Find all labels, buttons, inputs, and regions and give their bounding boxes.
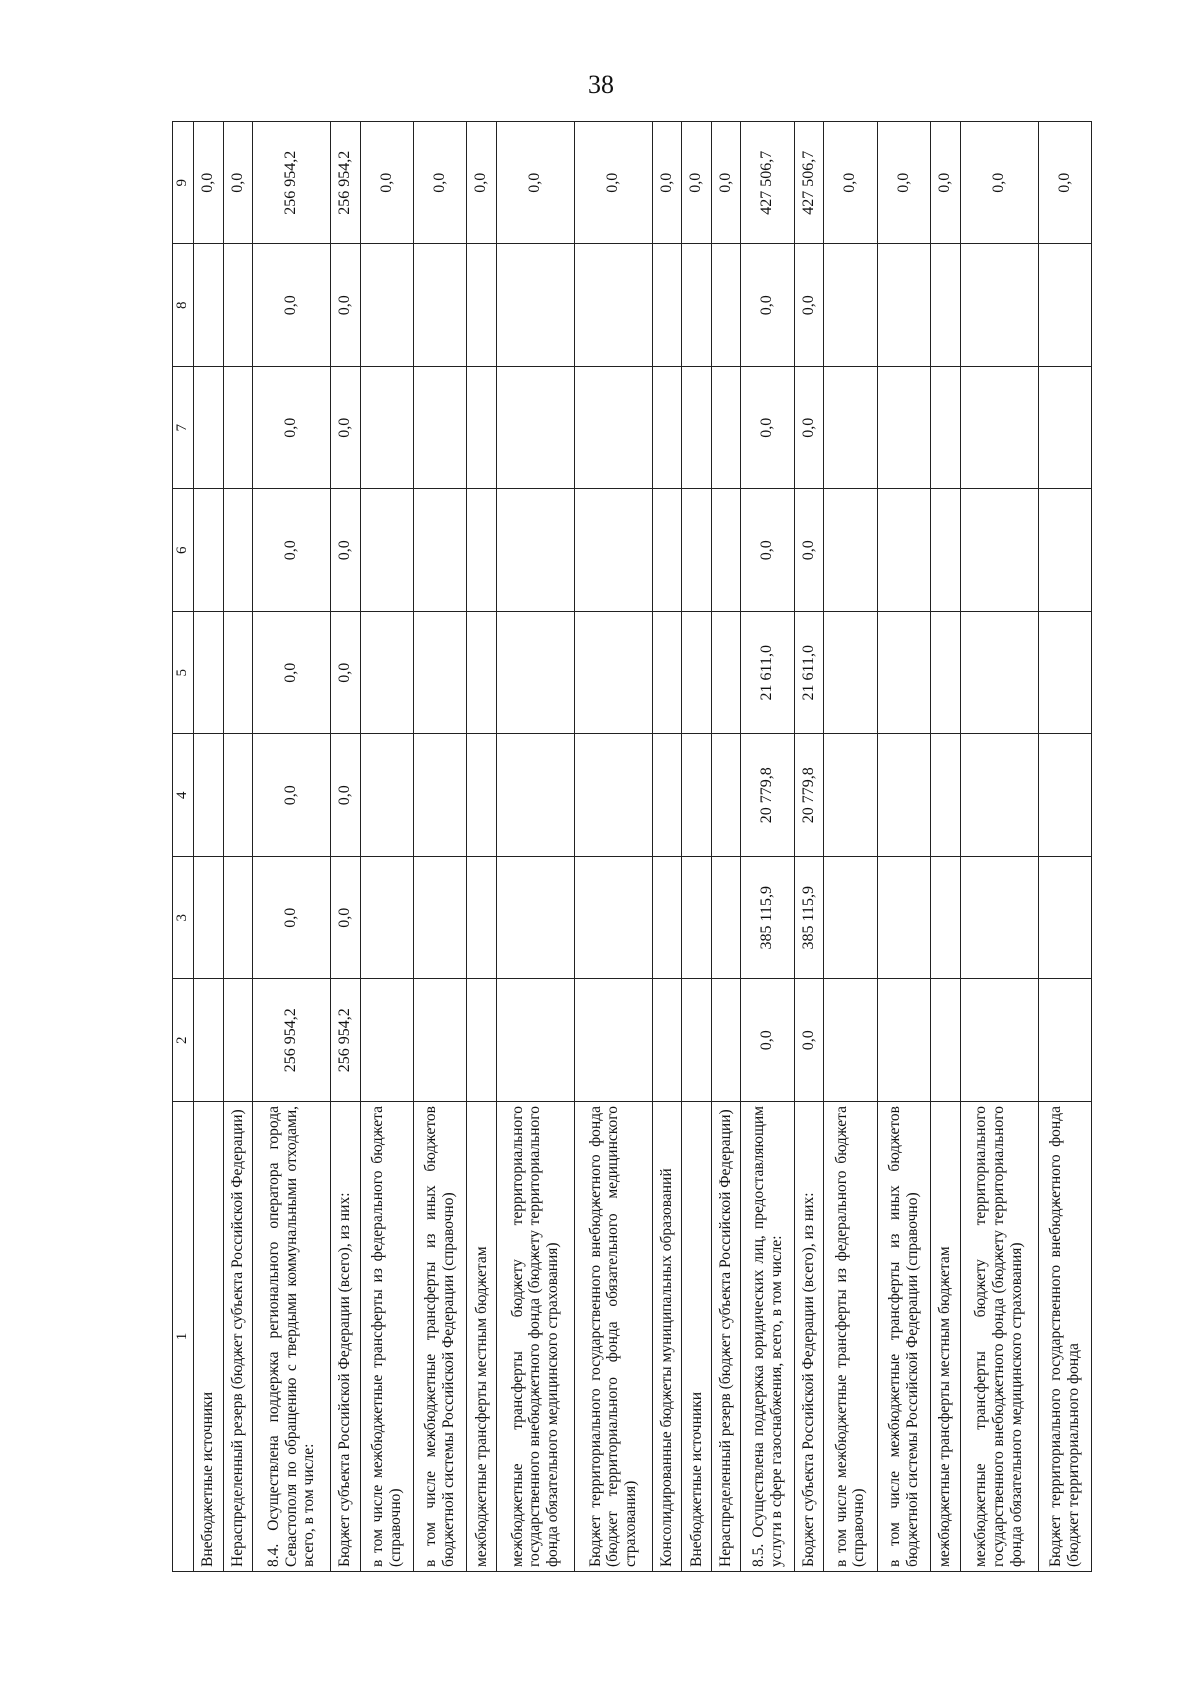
value-cell <box>931 367 961 490</box>
value-cell <box>413 489 466 612</box>
value-cell: 385 115,9 <box>741 857 794 980</box>
value-cell: 0,0 <box>331 367 361 490</box>
value-cell <box>931 612 961 735</box>
value-cell: 0,0 <box>931 122 961 245</box>
column-header: 6 <box>173 489 194 612</box>
value-cell <box>467 979 497 1102</box>
table-row <box>824 122 877 1572</box>
value-cell: 0,0 <box>360 122 413 245</box>
value-cell <box>223 244 253 367</box>
value-cell <box>931 244 961 367</box>
value-cell: 0,0 <box>331 244 361 367</box>
row-label: Нераспределенный резерв (бюджет субъекта Российской Федерации) <box>223 1102 253 1572</box>
value-cell <box>877 734 930 857</box>
value-cell <box>824 489 877 612</box>
table-row <box>194 122 224 1572</box>
value-cell <box>824 612 877 735</box>
value-cell <box>931 734 961 857</box>
value-cell <box>877 979 930 1102</box>
table-row <box>360 122 413 1572</box>
value-cell: 0,0 <box>253 612 331 735</box>
value-cell <box>194 734 224 857</box>
value-cell <box>574 367 652 490</box>
value-cell: 0,0 <box>741 489 794 612</box>
value-cell <box>711 979 741 1102</box>
value-cell <box>223 734 253 857</box>
budget-table-rotated <box>172 122 1092 1572</box>
value-cell <box>413 979 466 1102</box>
table-row <box>931 122 961 1572</box>
table-row <box>1038 122 1091 1572</box>
table-row <box>253 122 331 1572</box>
value-cell <box>360 857 413 980</box>
value-cell <box>194 489 224 612</box>
value-cell <box>194 367 224 490</box>
value-cell <box>652 857 682 980</box>
value-cell <box>652 979 682 1102</box>
value-cell <box>467 367 497 490</box>
value-cell <box>1038 734 1091 857</box>
value-cell <box>467 489 497 612</box>
value-cell <box>824 979 877 1102</box>
value-cell: 0,0 <box>741 367 794 490</box>
value-cell <box>682 367 712 490</box>
budget-table <box>172 121 1092 1572</box>
table-row <box>413 122 466 1572</box>
value-cell <box>223 367 253 490</box>
row-label: 8.5. Осуществлена поддержка юридических лиц, предоставляющим услуги в сфере газоснабжения, всего, в том числе: <box>741 1102 794 1572</box>
value-cell <box>711 489 741 612</box>
value-cell: 256 954,2 <box>331 979 361 1102</box>
value-cell <box>960 489 1038 612</box>
page-number: 38 <box>588 70 614 99</box>
value-cell: 20 779,8 <box>794 734 824 857</box>
column-header: 2 <box>173 979 194 1102</box>
value-cell <box>960 857 1038 980</box>
value-cell: 256 954,2 <box>253 122 331 245</box>
value-cell <box>496 979 574 1102</box>
value-cell <box>682 734 712 857</box>
value-cell: 0,0 <box>331 612 361 735</box>
row-label: межбюджетные трансферты бюджету территориального государственного внебюджетного фонда (бюджету территориального фонда обязательного медицинского страхования) <box>960 1102 1038 1572</box>
value-cell: 256 954,2 <box>331 122 361 245</box>
value-cell <box>682 489 712 612</box>
value-cell <box>931 489 961 612</box>
value-cell <box>223 612 253 735</box>
value-cell: 0,0 <box>960 122 1038 245</box>
value-cell <box>960 367 1038 490</box>
value-cell <box>574 734 652 857</box>
value-cell <box>1038 489 1091 612</box>
value-cell <box>413 857 466 980</box>
header-row <box>173 122 194 1572</box>
value-cell <box>360 612 413 735</box>
value-cell <box>467 734 497 857</box>
value-cell: 0,0 <box>331 734 361 857</box>
column-header: 1 <box>173 1102 194 1572</box>
value-cell <box>960 734 1038 857</box>
row-label: 8.4. Осуществлена поддержка регионального оператора города Севастополя по обращению с твердыми коммунальными отходами, всего, в том числе: <box>253 1102 331 1572</box>
table-body <box>194 122 1092 1572</box>
value-cell <box>574 244 652 367</box>
value-cell: 0,0 <box>741 979 794 1102</box>
value-cell <box>413 244 466 367</box>
value-cell <box>824 244 877 367</box>
value-cell <box>877 244 930 367</box>
value-cell <box>467 612 497 735</box>
value-cell <box>194 612 224 735</box>
value-cell <box>413 734 466 857</box>
value-cell <box>467 857 497 980</box>
value-cell: 0,0 <box>253 489 331 612</box>
value-cell: 21 611,0 <box>794 612 824 735</box>
row-label: в том числе межбюджетные трансферты из федерального бюджета (справочно) <box>824 1102 877 1572</box>
value-cell <box>652 734 682 857</box>
table-row <box>711 122 741 1572</box>
table-row <box>223 122 253 1572</box>
value-cell <box>360 367 413 490</box>
value-cell <box>711 367 741 490</box>
value-cell <box>360 979 413 1102</box>
value-cell <box>574 489 652 612</box>
column-header: 4 <box>173 734 194 857</box>
value-cell <box>1038 367 1091 490</box>
value-cell <box>711 734 741 857</box>
table-row <box>652 122 682 1572</box>
value-cell <box>223 979 253 1102</box>
value-cell <box>960 612 1038 735</box>
value-cell <box>360 244 413 367</box>
value-cell <box>652 244 682 367</box>
value-cell: 256 954,2 <box>253 979 331 1102</box>
value-cell <box>574 857 652 980</box>
row-label: Нераспределенный резерв (бюджет субъекта Российской Федерации) <box>711 1102 741 1572</box>
value-cell: 427 506,7 <box>794 122 824 245</box>
value-cell <box>1038 857 1091 980</box>
value-cell: 0,0 <box>331 489 361 612</box>
row-label: в том числе межбюджетные трансферты из иных бюджетов бюджетной системы Российской Федерации (справочно) <box>877 1102 930 1572</box>
value-cell: 0,0 <box>467 122 497 245</box>
value-cell <box>652 489 682 612</box>
value-cell <box>223 857 253 980</box>
row-label: Бюджет субъекта Российской Федерации (всего), из них: <box>331 1102 361 1572</box>
value-cell: 0,0 <box>253 367 331 490</box>
table-row <box>794 122 824 1572</box>
row-label: в том числе межбюджетные трансферты из иных бюджетов бюджетной системы Российской Федерации (справочно) <box>413 1102 466 1572</box>
row-label: межбюджетные трансферты местным бюджетам <box>931 1102 961 1572</box>
value-cell: 0,0 <box>1038 122 1091 245</box>
value-cell <box>1038 979 1091 1102</box>
row-label: в том числе межбюджетные трансферты из федерального бюджета (справочно) <box>360 1102 413 1572</box>
value-cell: 0,0 <box>741 244 794 367</box>
value-cell <box>496 857 574 980</box>
column-header: 8 <box>173 244 194 367</box>
value-cell <box>496 489 574 612</box>
table-row <box>574 122 652 1572</box>
value-cell <box>496 734 574 857</box>
value-cell <box>360 489 413 612</box>
row-label: межбюджетные трансферты бюджету территориального государственного внебюджетного фонда (бюджету территориального фонда обязательного медицинского страхования) <box>496 1102 574 1572</box>
value-cell <box>413 612 466 735</box>
value-cell <box>682 244 712 367</box>
value-cell <box>877 489 930 612</box>
row-label: Консолидированные бюджеты муниципальных образований <box>652 1102 682 1572</box>
value-cell: 0,0 <box>824 122 877 245</box>
value-cell <box>496 367 574 490</box>
value-cell <box>877 612 930 735</box>
table-row <box>960 122 1038 1572</box>
value-cell <box>1038 244 1091 367</box>
row-label: Бюджет субъекта Российской Федерации (всего), из них: <box>794 1102 824 1572</box>
value-cell: 0,0 <box>794 489 824 612</box>
column-header: 9 <box>173 122 194 245</box>
value-cell: 0,0 <box>794 244 824 367</box>
row-label: Бюджет территориального государственного внебюджетного фонда (бюджет территориального фонда <box>1038 1102 1091 1572</box>
table-row <box>467 122 497 1572</box>
value-cell <box>824 857 877 980</box>
value-cell: 0,0 <box>413 122 466 245</box>
value-cell: 0,0 <box>194 122 224 245</box>
value-cell: 21 611,0 <box>741 612 794 735</box>
value-cell <box>574 979 652 1102</box>
value-cell <box>824 734 877 857</box>
value-cell <box>682 612 712 735</box>
value-cell: 0,0 <box>496 122 574 245</box>
value-cell <box>652 367 682 490</box>
value-cell <box>711 857 741 980</box>
value-cell <box>496 244 574 367</box>
table-row <box>682 122 712 1572</box>
value-cell: 0,0 <box>877 122 930 245</box>
row-label: Внебюджетные источники <box>194 1102 224 1572</box>
value-cell <box>1038 612 1091 735</box>
column-header: 3 <box>173 857 194 980</box>
value-cell: 0,0 <box>574 122 652 245</box>
value-cell: 20 779,8 <box>741 734 794 857</box>
value-cell: 0,0 <box>682 122 712 245</box>
value-cell <box>682 857 712 980</box>
value-cell <box>824 367 877 490</box>
value-cell <box>467 244 497 367</box>
value-cell <box>711 244 741 367</box>
value-cell <box>960 979 1038 1102</box>
value-cell <box>711 612 741 735</box>
column-header: 5 <box>173 612 194 735</box>
value-cell: 0,0 <box>253 857 331 980</box>
value-cell: 0,0 <box>253 244 331 367</box>
table-row <box>331 122 361 1572</box>
value-cell <box>574 612 652 735</box>
value-cell: 0,0 <box>711 122 741 245</box>
value-cell: 385 115,9 <box>794 857 824 980</box>
column-header: 7 <box>173 367 194 490</box>
table-row <box>741 122 794 1572</box>
value-cell: 0,0 <box>794 979 824 1102</box>
row-label: межбюджетные трансферты местным бюджетам <box>467 1102 497 1572</box>
value-cell <box>194 244 224 367</box>
value-cell <box>877 367 930 490</box>
value-cell <box>960 244 1038 367</box>
value-cell: 0,0 <box>794 367 824 490</box>
value-cell <box>931 979 961 1102</box>
value-cell <box>652 612 682 735</box>
value-cell <box>682 979 712 1102</box>
row-label: Бюджет территориального государственного внебюджетного фонда (бюджет территориального фонда обязательного медицинского страхования) <box>574 1102 652 1572</box>
table-row <box>496 122 574 1572</box>
value-cell <box>360 734 413 857</box>
value-cell <box>194 857 224 980</box>
value-cell: 0,0 <box>253 734 331 857</box>
value-cell <box>223 489 253 612</box>
table-row <box>877 122 930 1572</box>
row-label: Внебюджетные источники <box>682 1102 712 1572</box>
value-cell <box>877 857 930 980</box>
value-cell <box>413 367 466 490</box>
value-cell <box>496 612 574 735</box>
value-cell <box>931 857 961 980</box>
value-cell: 0,0 <box>223 122 253 245</box>
value-cell: 427 506,7 <box>741 122 794 245</box>
value-cell <box>194 979 224 1102</box>
value-cell: 0,0 <box>331 857 361 980</box>
value-cell: 0,0 <box>652 122 682 245</box>
